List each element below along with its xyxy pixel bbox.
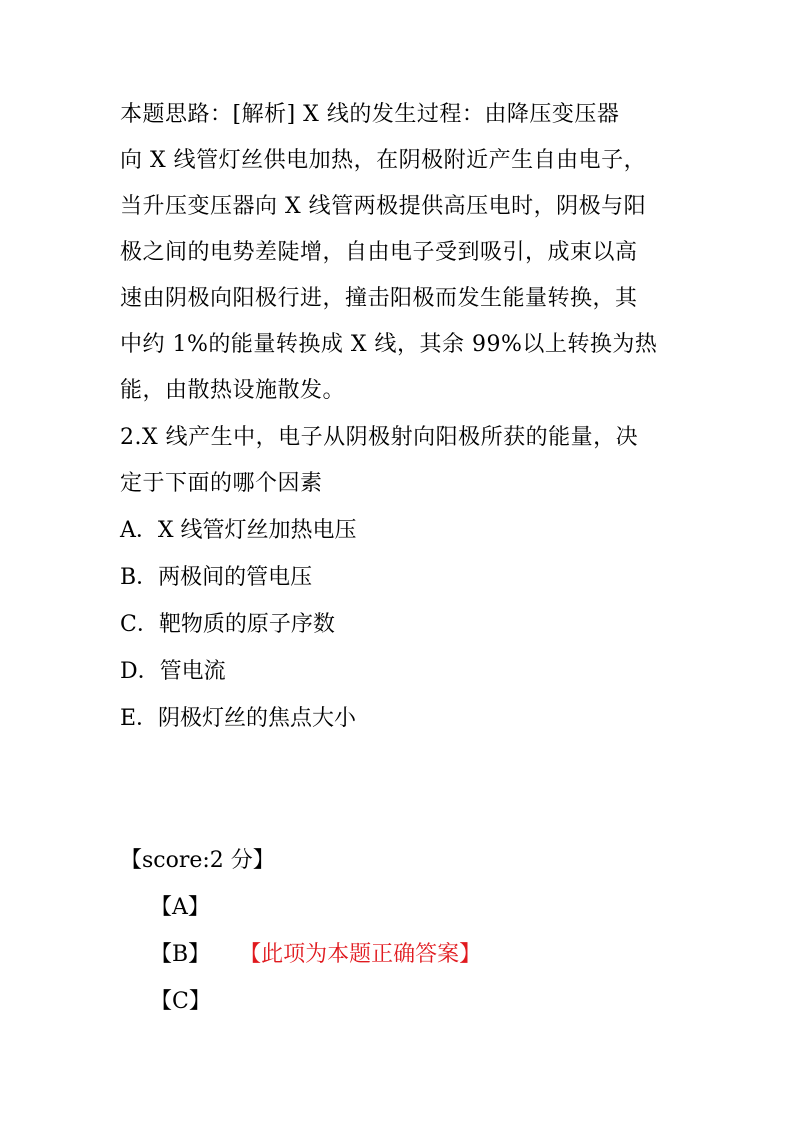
- option-e: E．阴极灯丝的焦点大小: [120, 706, 357, 731]
- option-c: C．靶物质的原子序数: [120, 612, 335, 637]
- explanation-line: 中约 1%的能量转换成 X 线，其余 99%以上转换为热: [120, 332, 658, 357]
- explanation-line: 极之间的电势差陡增，自由电子受到吸引，成束以高: [120, 240, 638, 265]
- option-b: B．两极间的管电压: [120, 565, 313, 590]
- answer-a: [150, 885, 210, 931]
- answer-b: [150, 932, 481, 978]
- explanation-paragraph: [120, 92, 680, 414]
- answer-label: 【B】: [150, 942, 211, 967]
- explanation-line: 速由阴极向阳极行进，撞击阳极而发生能量转换，其: [120, 286, 638, 311]
- explanation-line: 当升压变压器向 X 线管两极提供高压电时，阴极与阳: [120, 194, 647, 219]
- explanation-line: 能，由散热设施散发。: [120, 378, 346, 403]
- correct-answer-note: 【此项为本题正确答案】: [250, 942, 482, 967]
- explanation-line: 本题思路：[解析] X 线的发生过程：由降压变压器: [120, 102, 620, 127]
- answer-c: [150, 979, 211, 1025]
- question-line: 2.X 线产生中，电子从阴极射向阳极所获的能量，决: [120, 425, 639, 450]
- answer-label: 【C】: [150, 989, 211, 1014]
- explanation-line: 向 X 线管灯丝供电加热，在阴极附近产生自由电子，: [120, 148, 647, 173]
- score-label: 【score:2 分】: [120, 848, 275, 873]
- question-line: 定于下面的哪个因素: [120, 471, 323, 496]
- question-stem: [120, 415, 680, 507]
- option-a: A．X 线管灯丝加热电压: [120, 518, 357, 543]
- option-d: D．管电流: [120, 659, 226, 684]
- answer-label: 【A】: [150, 895, 210, 920]
